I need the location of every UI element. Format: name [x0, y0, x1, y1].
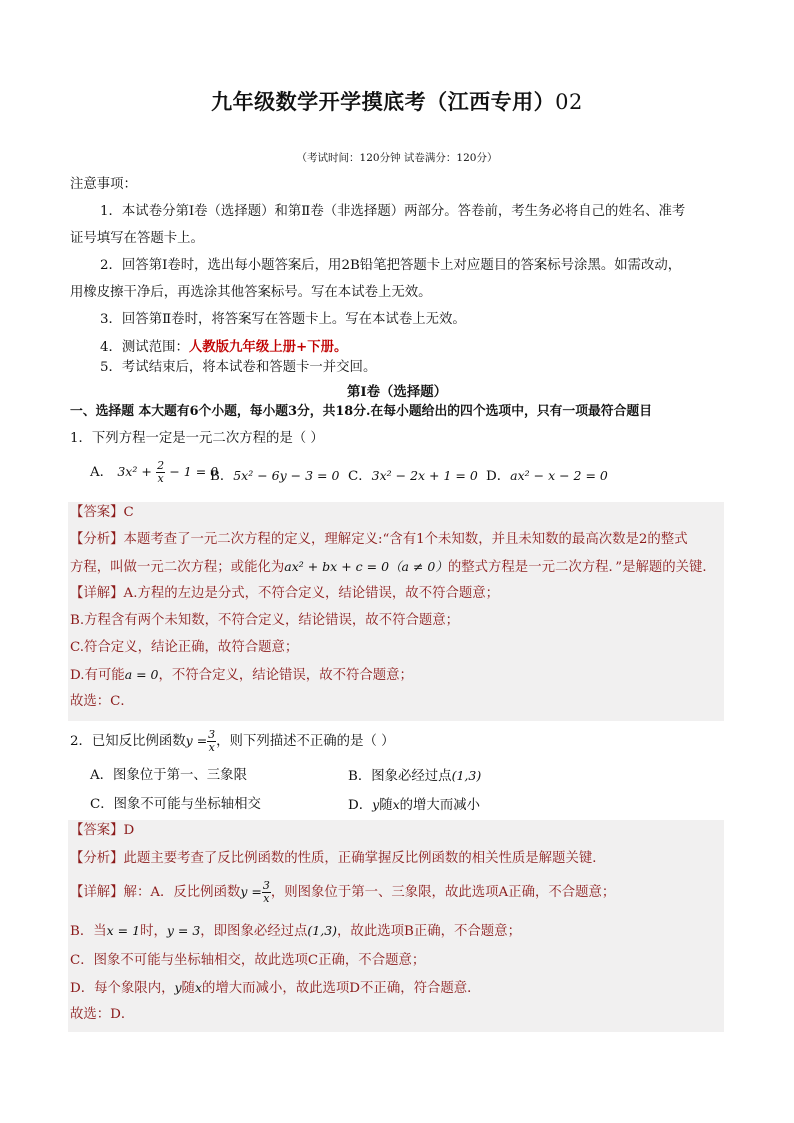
question-1-stem: 1．下列方程一定是一元二次方程的是（ ）	[70, 431, 324, 446]
q2-detail-4b: 随	[181, 981, 195, 996]
q2-detail-1-y: y =	[240, 884, 262, 899]
question-1-analysis-line-2	[70, 559, 716, 576]
q2-detail-1-num: 3	[262, 879, 270, 892]
section-one-heading: 一、选择题 本大题有6个小题，每小题3分，共18分.在每小题给出的四个选项中，只有一项最符合题目	[70, 404, 652, 419]
question-2-stem	[70, 729, 395, 754]
q1-option-a-label: A．	[90, 465, 114, 480]
q2-option-b-text: B．图象必经过点	[348, 769, 452, 784]
q2-detail-4c: 的增大而减小，故此选项D不正确，符合题意．	[202, 981, 481, 996]
question-2-analysis: 【分析】此题主要考查了反比例函数的性质，正确掌握反比例函数的相关性质是解题关键．	[70, 851, 606, 866]
q2-option-c: C．图象不可能与坐标轴相交	[90, 797, 261, 812]
q2-option-d-pre: D．	[348, 798, 373, 813]
q2-stem-a: 2．已知反比例函数	[70, 734, 186, 749]
q1-option-a-den: x	[157, 472, 164, 485]
q2-option-b	[348, 768, 481, 785]
notice-item-2b: 用橡皮擦干净后，再选涂其他答案标号。写在本试卷上无效。	[70, 285, 432, 300]
q2-option-b-point: (1,3)	[451, 768, 482, 783]
q2-detail-4-x: x	[194, 980, 202, 995]
q1-option-c	[348, 468, 478, 485]
page-title	[0, 86, 794, 116]
notice-item-4-prefix: 4．测试范围：	[100, 340, 189, 355]
q1-option-a-pre: 3x² +	[117, 464, 152, 479]
notice-item-2a: 2．回答第Ⅰ卷时，选出每小题答案后，用2B铅笔把答题卡上对应题目的答案标号涂黑。如需改动，	[100, 258, 682, 273]
q1-option-c-label: C．	[348, 469, 372, 484]
q2-detail-1-fraction	[262, 880, 271, 905]
q1-option-a-fraction	[156, 460, 165, 485]
q2-detail-2b: 时，	[140, 924, 167, 939]
notice-item-1a: 1．本试卷分第Ⅰ卷（选择题）和第Ⅱ卷（非选择题）两部分。答卷前，考生务必将自己的姓名、准考	[100, 204, 686, 219]
question-2-answer: 【答案】D	[70, 823, 135, 838]
title-main: 九年级数学开学摸底考（江西专用）	[211, 90, 556, 114]
q1-option-b	[210, 468, 339, 485]
q1-option-d-math: ax² − x − 2 = 0	[510, 468, 608, 483]
q1-analysis-2b: 的整式方程是一元二次方程．”是解题的关键．	[447, 560, 716, 575]
exam-info: （考试时间：120分钟 试卷满分：120分）	[296, 152, 498, 164]
question-1-detail-line-1: 【详解】A.方程的左边是分式，不符合定义，结论错误，故不符合题意；	[70, 586, 500, 601]
q1-option-a-post: − 1 = 0	[169, 464, 219, 479]
notice-item-4	[100, 339, 347, 356]
question-2-detail-line-3: C．图象不可能与坐标轴相交，故此选项C正确，不合题意；	[70, 953, 426, 968]
notice-heading: 注意事项：	[70, 177, 137, 192]
q2-option-d-post: 的增大而减小	[399, 798, 480, 813]
q1-option-a-num: 2	[157, 459, 165, 472]
q2-option-d-y: y	[372, 797, 380, 812]
notice-item-1b: 证号填写在答题卡上。	[70, 231, 204, 246]
q2-detail-2-x: x = 1	[106, 923, 141, 938]
question-2-detail-line-2	[70, 923, 521, 940]
q2-detail-2-point: (1,3)	[307, 923, 338, 938]
q1-detail-4a: D.有可能	[70, 668, 125, 683]
question-1-choice: 故选：C．	[70, 694, 134, 709]
notice-item-5: 5．考试结束后，将本试卷和答题卡一并交回。	[100, 360, 377, 375]
q2-detail-2a: B．当	[70, 924, 107, 939]
q1-analysis-condition: （a ≠ 0）	[389, 559, 448, 574]
q1-option-d-label: D．	[486, 469, 511, 484]
question-1-options	[90, 460, 218, 485]
q2-detail-2c: ，即图象必经过点	[200, 924, 308, 939]
title-number: 02	[555, 90, 583, 114]
q2-stem-fraction	[207, 729, 216, 754]
q2-detail-1a: 【详解】解：A．反比例函数	[70, 885, 241, 900]
question-1-detail-line-3: C.符合定义，结论正确，故符合题意；	[70, 640, 299, 655]
question-1-answer: 【答案】C	[70, 505, 134, 520]
test-range: 人教版九年级上册+下册。	[188, 339, 348, 355]
q1-detail-4b: ，不符合定义，结论错误，故不符合题意；	[158, 668, 413, 683]
q1-option-b-label: B．	[210, 469, 234, 484]
part-one-heading: 第Ⅰ卷（选择题）	[347, 384, 447, 400]
question-2-choice: 故选：D．	[70, 1007, 135, 1022]
q2-detail-2d: ，故此选项B正确，不合题意；	[337, 924, 521, 939]
q2-detail-4-y: y	[174, 980, 182, 995]
q1-option-c-math: 3x² − 2x + 1 = 0	[371, 468, 478, 483]
q1-option-d	[486, 468, 608, 485]
q1-detail-4-math: a = 0	[124, 667, 159, 682]
q2-detail-4a: D．每个象限内，	[70, 981, 175, 996]
q2-detail-1-den: x	[263, 892, 270, 905]
question-2-detail-line-1	[70, 880, 615, 905]
q2-option-d-x: x	[392, 797, 400, 812]
question-1-detail-line-2: B.方程含有两个未知数，不符合定义，结论错误，故不符合题意；	[70, 613, 460, 628]
q1-option-b-math: 5x² − 6y − 3 = 0	[233, 468, 340, 483]
notice-item-3: 3．回答第Ⅱ卷时，将答案写在答题卡上。写在本试卷上无效。	[100, 312, 466, 327]
q2-stem-den: x	[208, 741, 215, 754]
question-1-analysis-line-1: 【分析】本题考查了一元二次方程的定义，理解定义:“含有1个未知数，并且未知数的最高次数是2的整式	[70, 532, 688, 547]
q2-stem-num: 3	[208, 728, 216, 741]
q2-detail-1b: ，则图象位于第一、三象限，故此选项A正确，不合题意；	[270, 885, 616, 900]
question-1-detail-line-4	[70, 667, 413, 684]
q2-option-d-mid: 随	[379, 798, 393, 813]
q2-stem-y: y =	[185, 733, 208, 748]
question-2-detail-line-4	[70, 980, 481, 997]
q2-stem-b: ，则下列描述不正确的是（ ）	[216, 734, 395, 749]
q2-option-a: A．图象位于第一、三象限	[90, 768, 247, 783]
q1-analysis-2a: 方程，叫做一元二次方程；或能化为	[70, 560, 285, 575]
q1-analysis-equation: ax² + bx + c = 0	[284, 559, 390, 574]
q2-detail-2-y: y = 3	[166, 923, 201, 938]
q2-option-d	[348, 797, 480, 814]
